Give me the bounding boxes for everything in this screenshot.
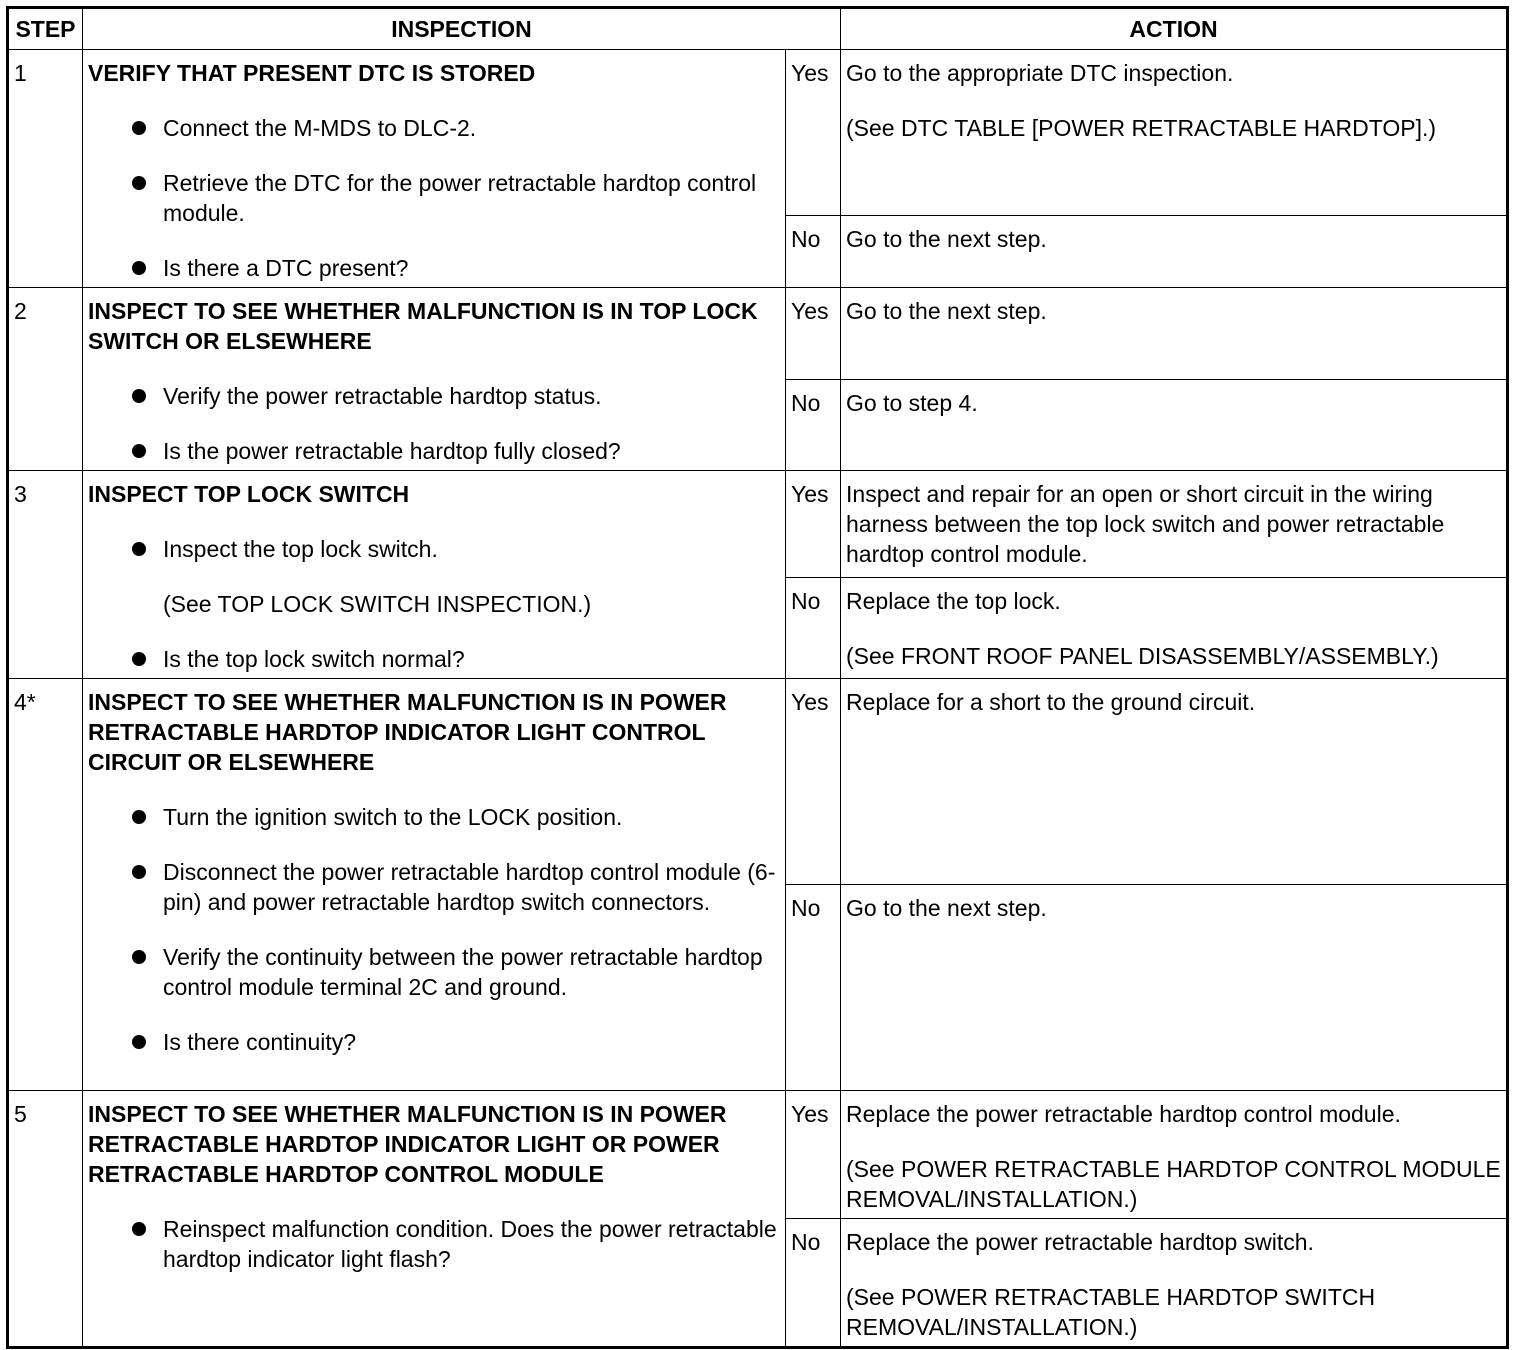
step-title: INSPECT TOP LOCK SWITCH bbox=[88, 481, 410, 507]
action-text: Replace the top lock. bbox=[846, 587, 1061, 614]
yes-action bbox=[841, 288, 1508, 380]
step-title: INSPECT TO SEE WHETHER MALFUNCTION IS IN TOP LOCK SWITCH OR ELSEWHERE bbox=[88, 298, 758, 354]
bullet-item: Is the top lock switch normal? bbox=[88, 644, 780, 674]
no-action bbox=[841, 1219, 1508, 1348]
inspection-header: INSPECTION bbox=[83, 8, 841, 50]
bullet-item: Turn the ignition switch to the LOCK position. bbox=[88, 802, 780, 832]
action-text: Go to step 4. bbox=[846, 389, 978, 416]
yes-action bbox=[841, 1091, 1508, 1219]
yes-action bbox=[841, 679, 1508, 885]
no-label: No bbox=[786, 577, 841, 679]
bullet-item: Is there a DTC present? bbox=[88, 253, 780, 283]
yes-label: Yes bbox=[786, 1091, 841, 1219]
step-1-inspection bbox=[83, 50, 786, 288]
no-label: No bbox=[786, 1219, 841, 1348]
bullet-item: Inspect the top lock switch. bbox=[88, 534, 780, 564]
bullet-item: Verify the power retractable hardtop status. bbox=[88, 381, 780, 411]
step-title: INSPECT TO SEE WHETHER MALFUNCTION IS IN POWER RETRACTABLE HARDTOP INDICATOR LIGHT CONTROL CIRCUIT OR ELSEWHERE bbox=[88, 689, 727, 775]
step-header: STEP bbox=[8, 8, 83, 50]
bullet-item: Connect the M-MDS to DLC-2. bbox=[88, 113, 780, 143]
step-5-inspection bbox=[83, 1091, 786, 1348]
yes-label: Yes bbox=[786, 288, 841, 380]
no-label: No bbox=[786, 379, 841, 471]
step-number: 4* bbox=[8, 679, 83, 1091]
action-text: Replace the power retractable hardtop control module. bbox=[846, 1101, 1401, 1127]
action-text: Replace the power retractable hardtop switch. bbox=[846, 1229, 1314, 1255]
bullet-item: Disconnect the power retractable hardtop control module (6-pin) and power retractable hardtop switch connectors. bbox=[88, 857, 780, 917]
no-action bbox=[841, 577, 1508, 679]
no-action bbox=[841, 215, 1508, 287]
reference-text: (See POWER RETRACTABLE HARDTOP SWITCH REMOVAL/INSTALLATION.) bbox=[846, 1284, 1376, 1340]
yes-action bbox=[841, 50, 1508, 216]
step-number: 5 bbox=[8, 1091, 83, 1348]
action-text: Inspect and repair for an open or short circuit in the wiring harness between the top lock switch and power retractable hardtop control module. bbox=[846, 481, 1445, 567]
bullet-item: Retrieve the DTC for the power retractable hardtop control module. bbox=[88, 168, 780, 228]
header-row bbox=[8, 8, 1508, 50]
action-text: Go to the next step. bbox=[846, 225, 1047, 252]
step-number: 2 bbox=[8, 288, 83, 471]
diagnostic-procedure-table bbox=[6, 6, 1509, 1349]
yes-action bbox=[841, 471, 1508, 578]
step-number: 1 bbox=[8, 50, 83, 288]
bullet-item: Reinspect malfunction condition. Does the power retractable hardtop indicator light flash? bbox=[88, 1214, 780, 1274]
step-4-yes-row bbox=[8, 679, 1508, 885]
action-text: Replace for a short to the ground circuit. bbox=[846, 689, 1256, 715]
step-4-inspection bbox=[83, 679, 786, 1091]
bullet-item: Verify the continuity between the power retractable hardtop control module terminal 2C and ground. bbox=[88, 942, 780, 1002]
step-3-yes-row bbox=[8, 471, 1508, 578]
reference-text: (See POWER RETRACTABLE HARDTOP CONTROL MODULE REMOVAL/INSTALLATION.) bbox=[846, 1156, 1501, 1212]
step-1-yes-row bbox=[8, 50, 1508, 216]
yes-label: Yes bbox=[786, 679, 841, 885]
reference-text: (See TOP LOCK SWITCH INSPECTION.) bbox=[163, 591, 592, 617]
step-number: 3 bbox=[8, 471, 83, 679]
bullet-item: Is there continuity? bbox=[88, 1027, 780, 1057]
no-action bbox=[841, 885, 1508, 1091]
action-text: Go to the appropriate DTC inspection. bbox=[846, 60, 1234, 86]
reference-text: (See FRONT ROOF PANEL DISASSEMBLY/ASSEMBLY.) bbox=[846, 642, 1439, 669]
step-3-inspection bbox=[83, 471, 786, 679]
yes-label: Yes bbox=[786, 471, 841, 578]
step-2-yes-row bbox=[8, 288, 1508, 380]
bullet-item: Is the power retractable hardtop fully closed? bbox=[88, 436, 780, 466]
action-text: Go to the next step. bbox=[846, 895, 1047, 921]
no-action bbox=[841, 379, 1508, 471]
step-5-yes-row bbox=[8, 1091, 1508, 1219]
reference-text: (See DTC TABLE [POWER RETRACTABLE HARDTOP].) bbox=[846, 115, 1437, 141]
action-header: ACTION bbox=[841, 8, 1508, 50]
step-title: VERIFY THAT PRESENT DTC IS STORED bbox=[88, 60, 536, 86]
yes-label: Yes bbox=[786, 50, 841, 216]
step-2-inspection bbox=[83, 288, 786, 471]
no-label: No bbox=[786, 215, 841, 287]
action-text: Go to the next step. bbox=[846, 298, 1047, 324]
step-title: INSPECT TO SEE WHETHER MALFUNCTION IS IN POWER RETRACTABLE HARDTOP INDICATOR LIGHT OR POWER RETRACTABLE HARDTOP CONTROL MODULE bbox=[88, 1101, 727, 1187]
no-label: No bbox=[786, 885, 841, 1091]
